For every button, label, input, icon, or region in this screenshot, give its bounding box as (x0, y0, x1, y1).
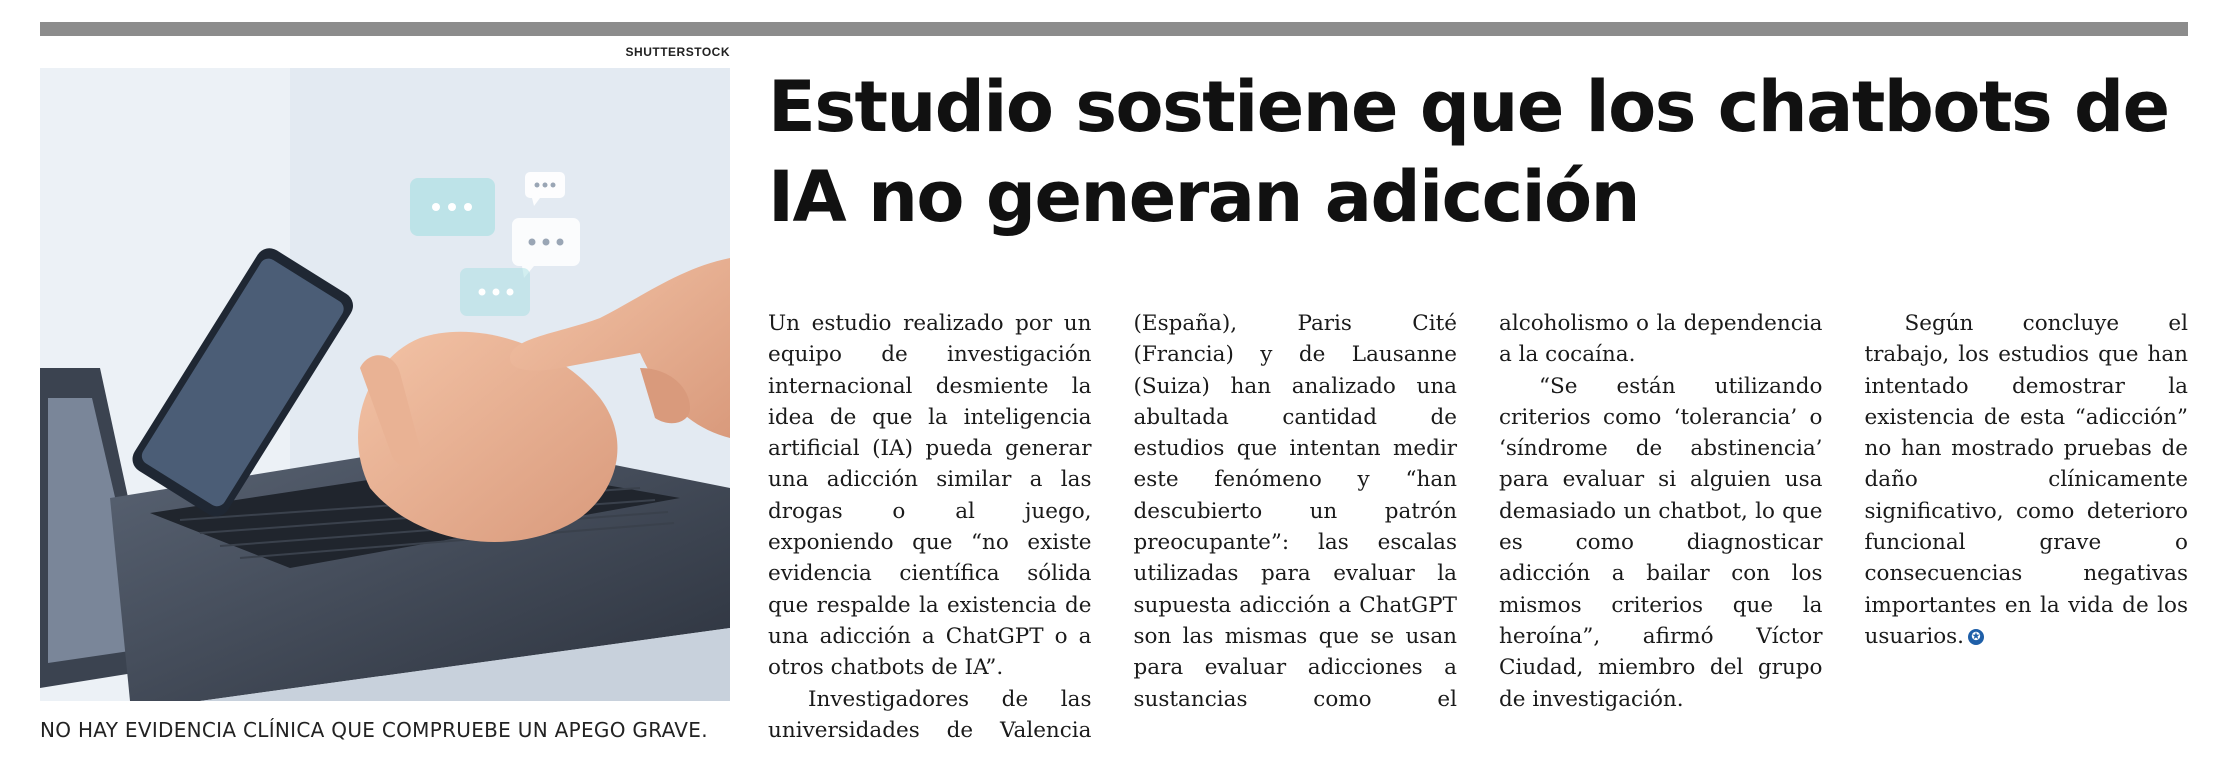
article-body (768, 308, 2188, 748)
article-paragraph-last (1865, 308, 2189, 652)
article-paragraph-text: Según concluye el trabajo, los estudios que han intentado demostrar la existencia de esta “adicción” no han mostrado pruebas de daño clínicamente significativo, como deterioro funcional grave o consecuencias negativas importantes en la vida de los usuarios. (1864, 311, 2188, 649)
article-paragraph: Investigadores de las universidades de Valencia (España), Paris Cité (Francia) y de Lausanne (Suiza) han analizado una abultada cantidad de estudios que intentan medir este fenómeno y “han descubierto un patrón preocupante”: las escalas utilizadas para evaluar la supuesta adicción a ChatGPT son las mismas que se usan para evaluar adicciones a sustancias como el alcoholismo o la dependencia a la cocaína. (768, 311, 1823, 743)
article-paragraph: Un estudio realizado por un equipo de investigación internacional desmiente la idea de que la inteligencia artificial (IA) pueda generar una adicción similar a las drogas o al juego, exponiendo que “no existe evidencia científica sólida que respalde la existencia de una adicción a ChatGPT o a otros chatbots de IA”. (768, 311, 1092, 681)
photo-credit: SHUTTERSTOCK (625, 45, 730, 59)
top-rule (40, 22, 2188, 36)
photo-caption: NO HAY EVIDENCIA CLÍNICA QUE COMPRUEBE UN APEGO GRAVE. (40, 718, 708, 742)
end-of-article-icon: ✪ (1968, 629, 1984, 645)
article-photo (40, 68, 730, 701)
article-paragraph: “Se están utilizando criterios como ‘tolerancia’ o ‘síndrome de abstinencia’ para evaluar si alguien usa demasiado un chatbot, lo que es como diagnosticar adicción a bailar con los mismos criterios que la heroína”, afirmó Víctor Ciudad, miembro del grupo de investigación. (1499, 373, 1823, 712)
article-headline: Estudio sostiene que los chatbots de IA no generan adicción (768, 66, 2169, 238)
